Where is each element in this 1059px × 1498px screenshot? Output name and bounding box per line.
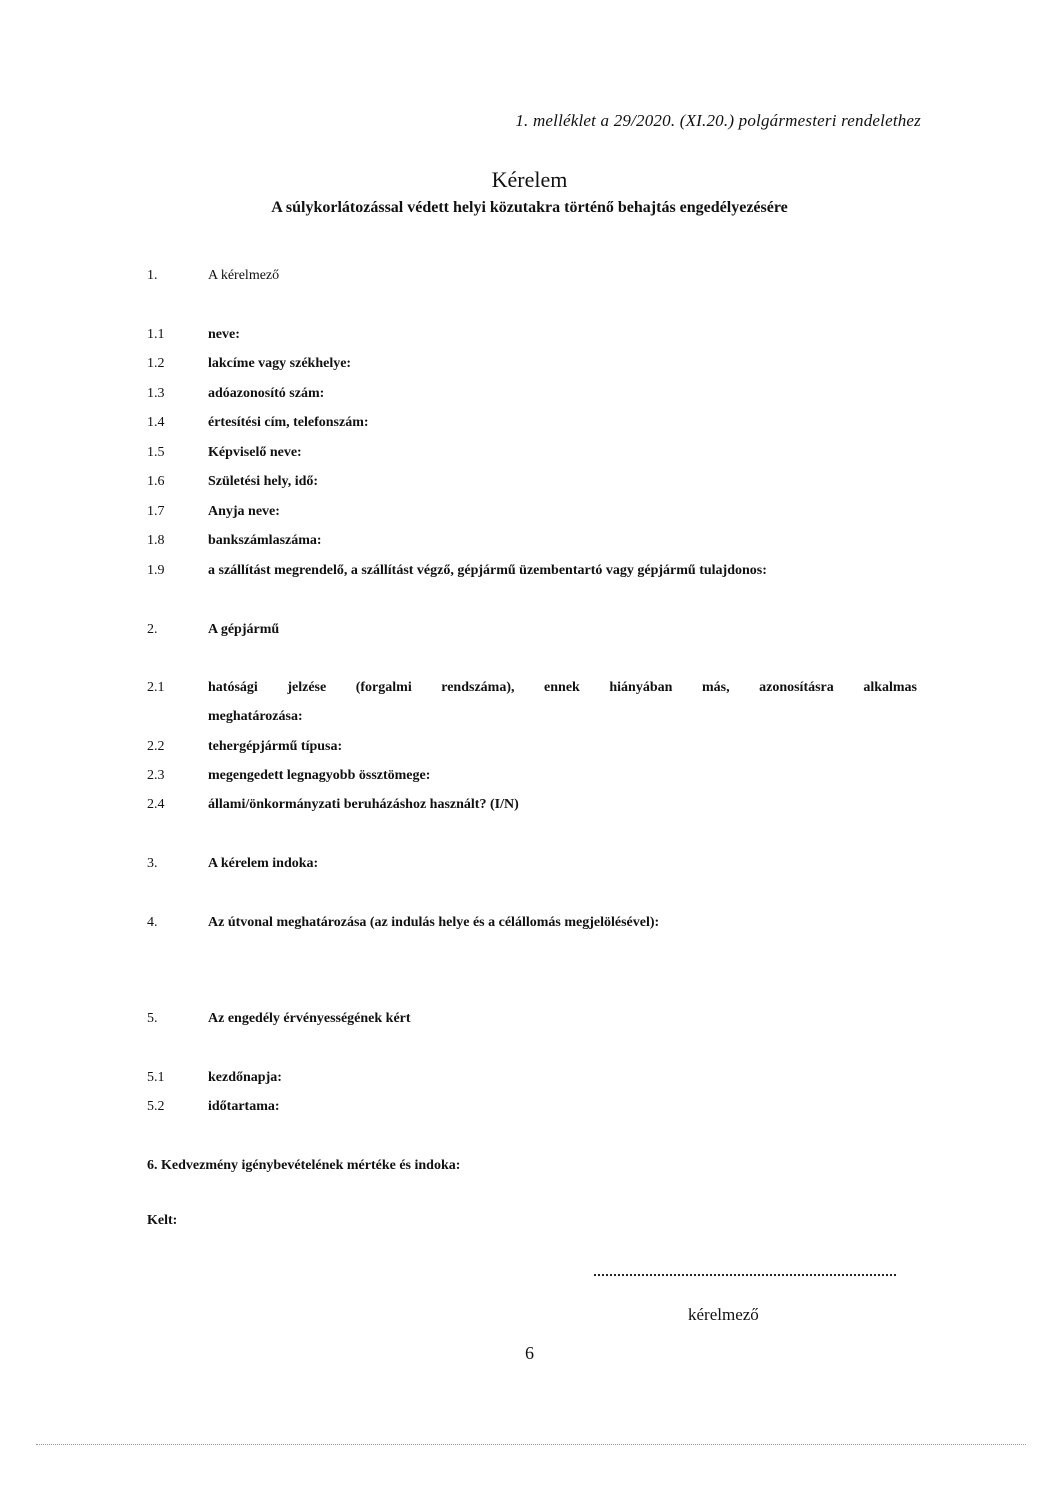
section-label: A kérelmező [208, 268, 280, 283]
section-number: 5. [147, 1011, 158, 1026]
field-number: 1.3 [147, 386, 165, 401]
section-label: A gépjármű [208, 622, 280, 637]
field-number: 1.1 [147, 327, 165, 342]
section-label: Az útvonal meghatározása (az indulás helye és a célállomás megjelölésével): [208, 915, 660, 930]
field-label: hatósági jelzése (forgalmi rendszáma), ennek hiányában más, azonosításra alkalmas [208, 680, 917, 695]
date-place-label: Kelt: [147, 1213, 178, 1228]
field-label: értesítési cím, telefonszám: [208, 415, 369, 430]
field-number: 1.8 [147, 533, 165, 548]
field-number: 5.1 [147, 1070, 165, 1085]
field-number: 1.7 [147, 504, 165, 519]
section-number: 2. [147, 622, 158, 637]
scan-artifact-divider [36, 1444, 1026, 1445]
field-label: a szállítást megrendelő, a szállítást végző, gépjármű üzembentartó vagy gépjármű tulajdonos: [208, 563, 767, 578]
section-label: A kérelem indoka: [208, 856, 319, 871]
section-number: 3. [147, 856, 158, 871]
field-label: tehergépjármű típusa: [208, 739, 343, 754]
field-label: bankszámlaszáma: [208, 533, 322, 548]
signature-line [594, 1266, 896, 1276]
section-number: 1. [147, 268, 158, 283]
field-label: kezdőnapja: [208, 1070, 282, 1085]
field-number: 1.4 [147, 415, 165, 430]
field-number: 1.9 [147, 563, 165, 578]
field-label: Anyja neve: [208, 504, 280, 519]
section-6-heading: 6. Kedvezmény igénybevételének mértéke és indoka: [147, 1158, 461, 1173]
section-number: 4. [147, 915, 158, 930]
field-number: 2.2 [147, 739, 165, 754]
annex-reference: 1. melléklet a 29/2020. (XI.20.) polgármesteri rendelethez [515, 111, 921, 130]
form-title: Kérelem [491, 167, 568, 192]
page-number: 6 [525, 1343, 534, 1363]
field-label: Születési hely, idő: [208, 474, 319, 489]
section-label: Az engedély érvényességének kért [208, 1011, 411, 1026]
field-number: 1.5 [147, 445, 165, 460]
form-subtitle: A súlykorlátozással védett helyi közutakra történő behajtás engedélyezésére [271, 199, 788, 216]
signer-label: kérelmező [688, 1305, 759, 1324]
field-number: 2.4 [147, 797, 165, 812]
field-number: 1.6 [147, 474, 165, 489]
field-number: 5.2 [147, 1099, 165, 1114]
field-label: Képviselő neve: [208, 445, 302, 460]
field-label: lakcíme vagy székhelye: [208, 356, 352, 371]
field-label: neve: [208, 327, 240, 342]
field-label: megengedett legnagyobb össztömege: [208, 768, 431, 783]
field-label: adóazonosító szám: [208, 386, 325, 401]
field-number: 2.3 [147, 768, 165, 783]
field-label: időtartama: [208, 1099, 280, 1114]
field-label: állami/önkormányzati beruházáshoz használt? (I/N) [208, 797, 519, 812]
field-label-continued: meghatározása: [208, 709, 303, 724]
field-number: 1.2 [147, 356, 165, 371]
field-number: 2.1 [147, 680, 165, 695]
